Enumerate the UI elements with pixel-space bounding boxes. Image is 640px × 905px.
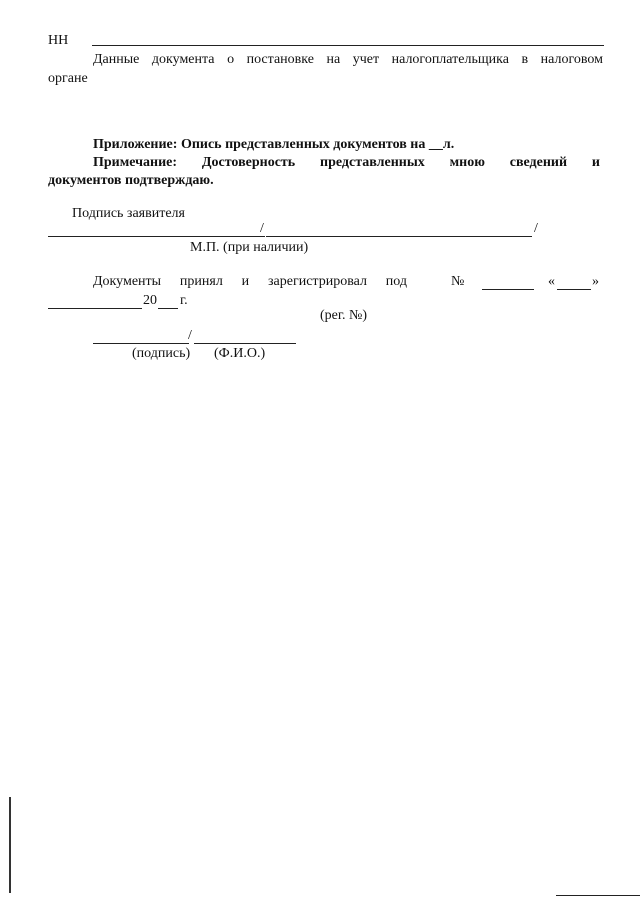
month-field[interactable]: [48, 308, 142, 309]
note-line1: Примечание: Достоверность представленных мною сведений и: [93, 155, 600, 170]
year-suffix: г.: [180, 293, 188, 308]
acceptance-line1: Документы принял и зарегистрировал под: [93, 274, 407, 289]
name-caption: (Ф.И.О.): [214, 346, 266, 361]
tin-field-line[interactable]: [92, 45, 604, 46]
registration-doc-line1: Данные документа о постановке на учет налогоплательщика в налоговом: [93, 52, 603, 67]
tin-label: НН: [48, 33, 69, 48]
registration-doc-line2: органе: [48, 71, 88, 86]
signature-separator-end: /: [534, 221, 538, 236]
attachment-text: Приложение: Опись представленных документов на __л.: [93, 137, 455, 152]
footnote-line: [556, 895, 640, 896]
signature-line-right[interactable]: [266, 236, 532, 237]
year-field[interactable]: [158, 308, 178, 309]
day-field[interactable]: [557, 289, 591, 290]
stamp-label: М.П. (при наличии): [190, 240, 309, 255]
sign-caption: (подпись): [132, 346, 191, 361]
number-sign: №: [451, 274, 465, 289]
year-prefix: 20: [143, 293, 157, 308]
reg-number-label: (рег. №): [320, 308, 368, 323]
quote-close: »: [592, 274, 599, 289]
acceptor-sign-line[interactable]: [93, 343, 189, 344]
signature-line-left[interactable]: [48, 236, 265, 237]
signature-label: Подпись заявителя: [72, 206, 185, 221]
quote-open: «: [548, 274, 555, 289]
scan-edge-mark: [9, 797, 11, 893]
acceptor-name-line[interactable]: [194, 343, 296, 344]
acceptor-separator: /: [188, 328, 192, 343]
reg-number-field[interactable]: [482, 289, 534, 290]
note-line2: документов подтверждаю.: [48, 173, 214, 188]
signature-separator: /: [260, 221, 264, 236]
